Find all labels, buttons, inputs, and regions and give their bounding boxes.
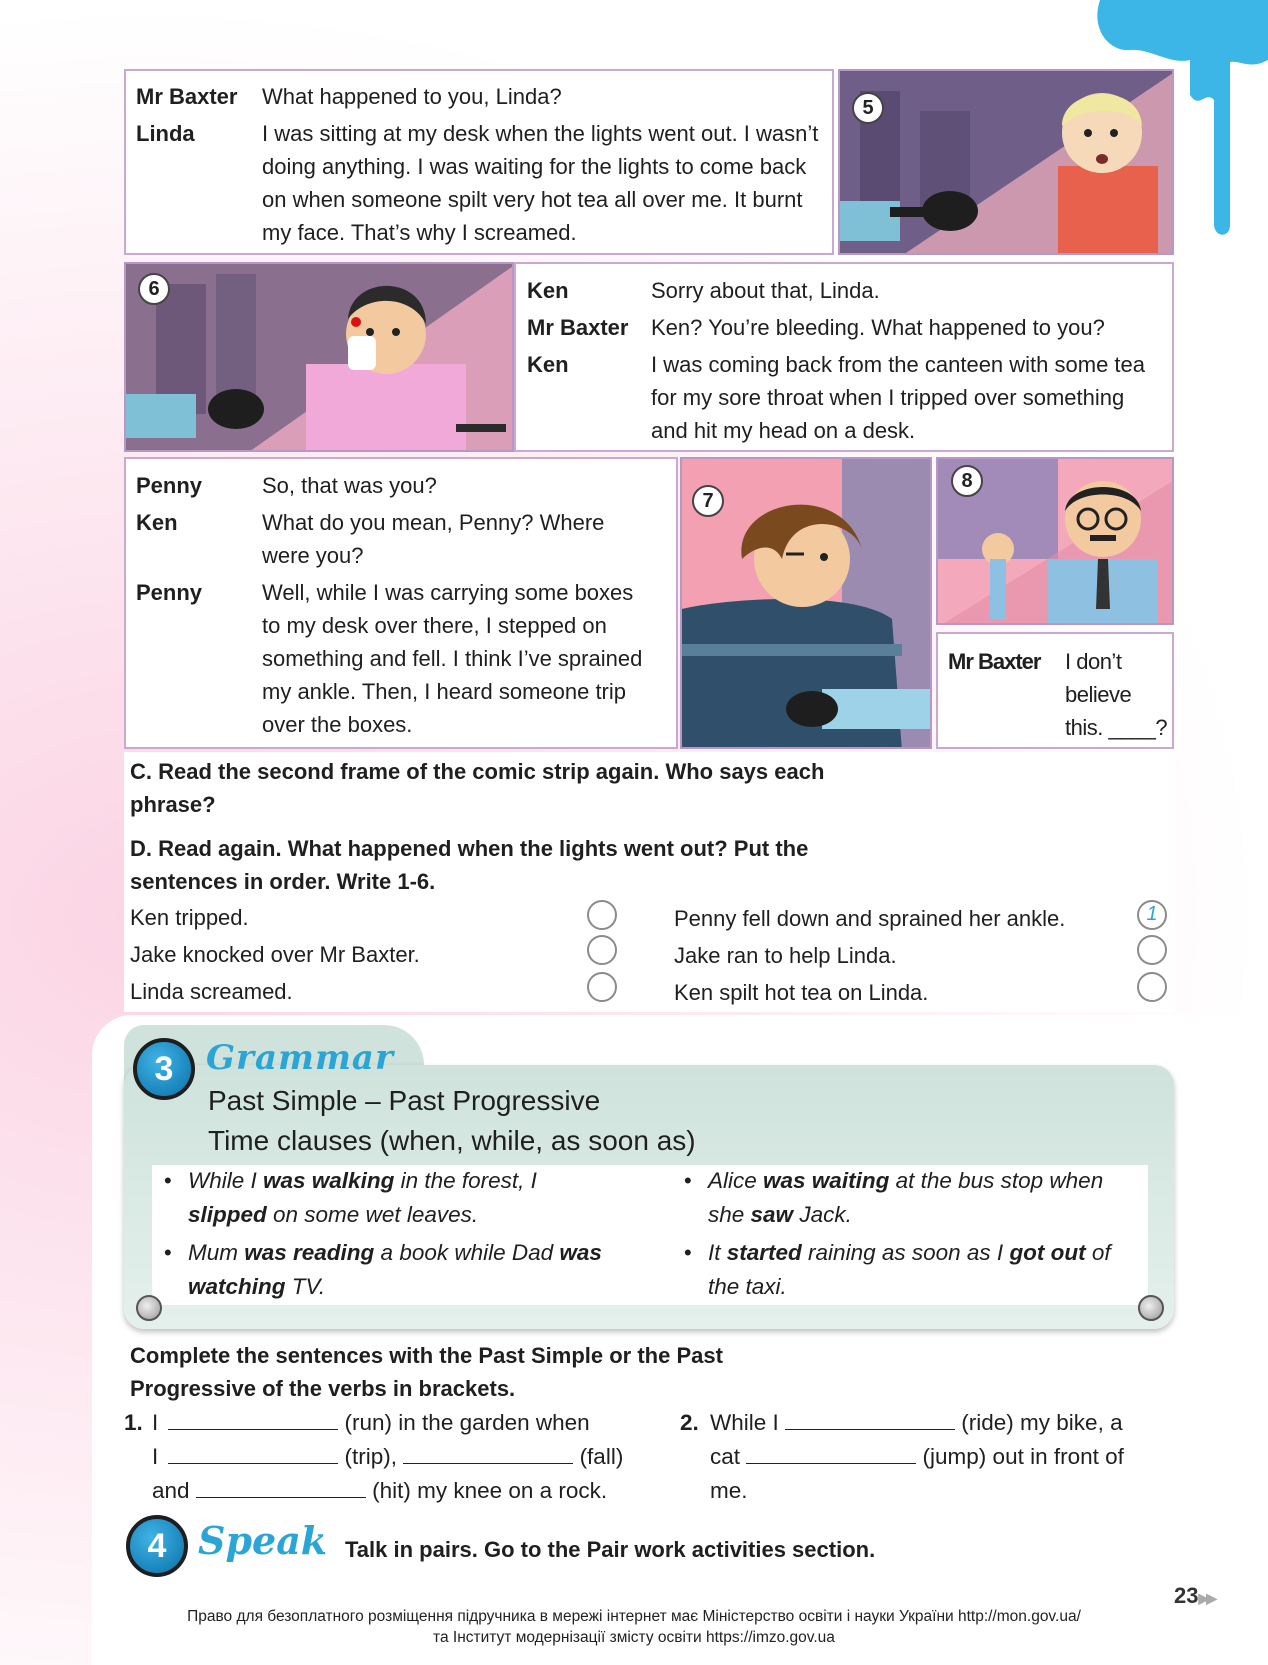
speaker: Penny [136, 580, 203, 605]
order-item: Jake knocked over Mr Baxter. [130, 942, 420, 967]
panel-6-illustration [124, 262, 514, 452]
panel-5-lines [136, 80, 826, 249]
answer-blank[interactable] [168, 1440, 338, 1464]
forward-arrows-icon: ▶▶ [1198, 1590, 1215, 1606]
grammar-subtitle-2: Time clauses (when, while, as soon as) [208, 1125, 696, 1156]
sentence-1: 1. I (run) in the garden when I (trip), (fall) and (hit) my knee on a rock. [124, 1406, 644, 1508]
speak-instruction: Talk in pairs. Go to the Pair work activities section. [345, 1537, 876, 1562]
dialogue-text: Well, while I was carrying some boxes to my desk over there, I stepped on something and fell. I think I’ve sprained my ankle. Then, I heard someone trip over the boxes. [262, 580, 643, 737]
dialogue-text: What do you mean, Penny? Where were you? [262, 510, 605, 568]
panel-5-number: 5 [852, 92, 884, 124]
dialogue-text: So, that was you? [262, 473, 437, 498]
grammar-number-badge: 3 [133, 1038, 195, 1100]
panel-6-number: 6 [138, 273, 170, 305]
exercise-heading: Complete the sentences with the Past Simple or the Past Progressive of the verbs in brackets. [130, 1343, 723, 1401]
panel-7-number: 7 [692, 485, 724, 517]
answer-circle[interactable]: 1 [1137, 900, 1167, 930]
panel-8-number: 8 [951, 465, 983, 497]
sentence-2: 2. While I (ride) my bike, a cat (jump) out in front of me. [680, 1406, 1170, 1508]
answer-blank[interactable] [168, 1406, 338, 1430]
bullet: • [684, 1168, 692, 1193]
panel-7-lines [136, 469, 656, 741]
dialogue-text: I was coming back from the canteen with some tea for my sore throat when I tripped over something and hit my head on a desk. [651, 352, 1146, 443]
answer-blank[interactable] [785, 1406, 955, 1430]
bullet: • [684, 1240, 692, 1265]
speaker: Mr Baxter [948, 649, 1041, 674]
speaker: Mr Baxter [136, 84, 238, 109]
task-c-heading: C. Read the second frame of the comic strip again. Who says each phrase? [130, 759, 825, 817]
speaker: Penny [136, 473, 203, 498]
panel-8-lines [948, 645, 1168, 744]
order-item: Penny fell down and sprained her ankle. [674, 906, 1066, 931]
speaker: Ken [136, 510, 178, 535]
page-number: 23▶▶ [1174, 1583, 1215, 1608]
dialogue-text: Ken? You’re bleeding. What happened to you? [651, 315, 1105, 340]
answer-circle[interactable] [587, 900, 617, 930]
grammar-example-3: Alice was waiting at the bus stop when she saw Jack. [708, 1168, 1104, 1227]
task-d-heading: D. Read again. What happened when the lights went out? Put the sentences in order. Write 1-6. [130, 836, 809, 894]
footer-line-2: та Інститут модернізації змісту освіти https://imzo.gov.ua [433, 1629, 835, 1646]
dialogue-text: I don’t believe this. ____? [1065, 649, 1168, 740]
grammar-subtitle-1: Past Simple – Past Progressive [208, 1085, 601, 1116]
footer-line-1: Право для безоплатного розміщення підручника в мережі інтернет має Міністерство освіти і науки України http://mon.gov.ua/ [187, 1608, 1081, 1625]
screw-icon [136, 1295, 162, 1321]
panel-5-illustration [838, 69, 1174, 255]
grammar-example-1: While I was walking in the forest, I slipped on some wet leaves. [188, 1168, 537, 1227]
answer-blank[interactable] [196, 1474, 366, 1498]
panel-6-lines [527, 274, 1167, 447]
speaker: Linda [136, 121, 195, 146]
answer-blank[interactable] [403, 1440, 573, 1464]
speaker: Mr Baxter [527, 315, 629, 340]
speak-title: Speak [198, 1518, 328, 1563]
dialogue-text: Sorry about that, Linda. [651, 278, 880, 303]
answer-circle[interactable] [1137, 935, 1167, 965]
order-item: Linda screamed. [130, 979, 293, 1004]
speaker: Ken [527, 278, 569, 303]
bullet: • [164, 1168, 172, 1193]
order-item: Ken spilt hot tea on Linda. [674, 980, 929, 1005]
bullet: • [164, 1240, 172, 1265]
speak-number-badge: 4 [126, 1515, 188, 1577]
dialogue-text: I was sitting at my desk when the lights went out. I wasn’t doing anything. I was waiting for the lights to come back on when someone spilt very hot tea all over me. It burnt my face. That’s why I screamed. [262, 121, 819, 245]
answer-circle[interactable] [1137, 972, 1167, 1002]
speaker: Ken [527, 352, 569, 377]
order-item: Jake ran to help Linda. [674, 943, 897, 968]
answer-circle[interactable] [587, 935, 617, 965]
screw-icon [1138, 1295, 1164, 1321]
order-item: Ken tripped. [130, 905, 249, 930]
dialogue-text: What happened to you, Linda? [262, 84, 562, 109]
grammar-example-4: It started raining as soon as I got out of the taxi. [708, 1240, 1111, 1299]
answer-blank[interactable] [746, 1440, 916, 1464]
grammar-example-2: Mum was reading a book while Dad was watching TV. [188, 1240, 602, 1299]
grammar-title: Grammar [206, 1038, 394, 1078]
answer-circle[interactable] [587, 972, 617, 1002]
